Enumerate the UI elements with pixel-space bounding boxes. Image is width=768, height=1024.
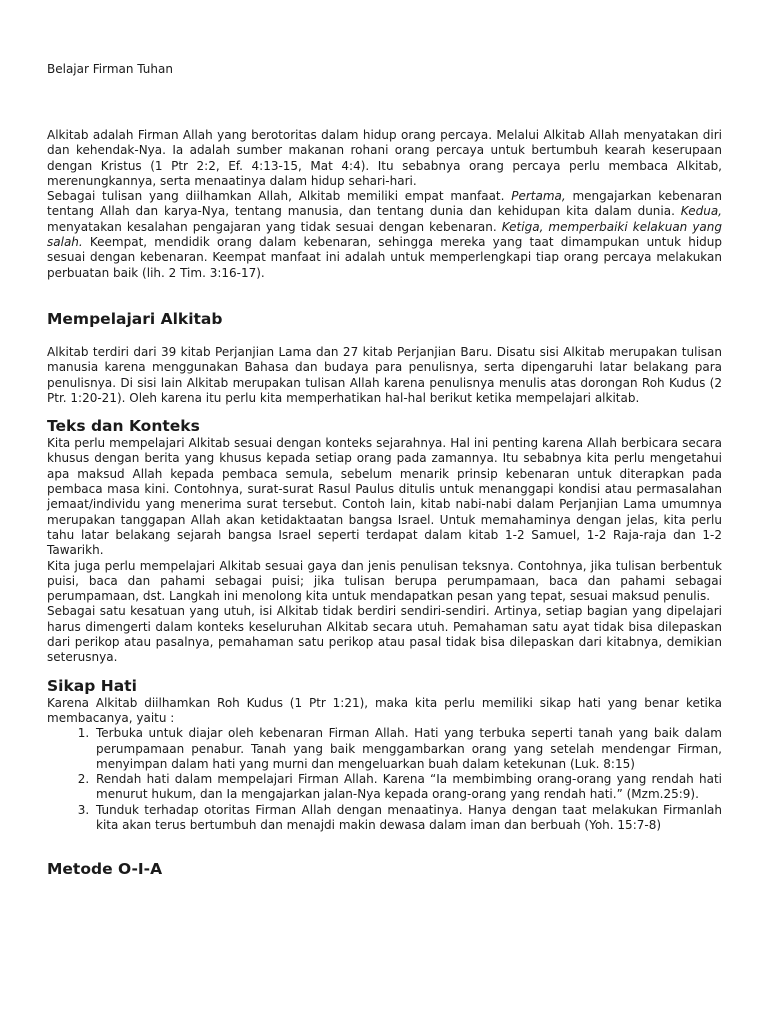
document-content [47,128,722,879]
intro-p2-text-b: mengajarkan kebenaran tentang Allah dan karya-Nya, tentang manusia, dan tentang dunia dan kehidupan kita dalam dunia. [47,189,722,219]
intro-p2-text-a: Sebagai tulisan yang diilhamkan Allah, Alkitab memiliki empat manfaat. [47,189,512,204]
teks-paragraph-1: Kita perlu mempelajari Alkitab sesuai dengan konteks sejarahnya. Hal ini penting karena Allah berbicara secara khusus dengan berita yang khusus kepada setiap orang pada zamannya. Itu sebabnya kita perlu mengetahui apa maksud Allah kepada pembaca semula, sebelum menarik prinsip kebenaran untuk diterapkan pada pembaca masa kini. Contohnya, surat-surat Rasul Paulus ditulis untuk menanggapi kondisi atau permasalahan jemaat/individu yang menerima surat tersebut. Contoh lain, kitab nabi-nabi dalam Perjanjian Lama umumnya merupakan tanggapan Allah akan ketidaktaatan bangsa Israel. Untuk memahaminya dengan jelas, kita perlu tahu latar belakang sejarah bangsa Israel seperti terdapat dalam kitab 1-2 Samuel, 1-2 Raja-raja dan 1-2 Tawarikh. [47,436,722,558]
intro-p2-pertama: Pertama, [511,189,566,204]
sikap-list-item-2: 2. Rendah hati dalam mempelajari Firman Allah. Karena “Ia membimbing orang-orang yang rendah hati menurut hukum, dan Ia mengajarkan jalan-Nya kepada orang-orang yang rendah hati.” (Mzm.25:9). [93,772,722,803]
teks-paragraph-2: Kita juga perlu mempelajari Alkitab sesuai gaya dan jenis penulisan teksnya. Contohnya, jika tulisan berbentuk puisi, baca dan pahami sebagai puisi; jika tulisan berupa perumpamaan, baca dan pahami sebagai perumpamaan, dst. Langkah ini menolong kita untuk mendapatkan pesan yang tepat, sesuai maksud penulis. [47,558,722,604]
heading-teks-dan-konteks: Teks dan Konteks [47,417,200,436]
sikap-list [47,726,722,833]
document-header: Belajar Firman Tuhan [47,62,173,76]
heading-sikap-hati: Sikap Hati [47,676,137,695]
sikap-list-item-1: 1. Terbuka untuk diajar oleh kebenaran Firman Allah. Hati yang terbuka seperti tanah yang baik dalam perumpamaan penabur. Tanah yang baik menggambarkan orang yang setelah mendengar Firman, menyimpan dalam hati yang murni dan mengeluarkan buah dalam ketekunan (Luk. 8:15) [93,726,722,772]
sikap-list-item-3: 3. Tunduk terhadap otoritas Firman Allah dengan menaatinya. Hanya dengan taat melakukan Firmanlah kita akan terus bertumbuh dan menajdi makin dewasa dalam iman dan berbuah (Yoh. 15:7-8) [93,803,722,834]
intro-p2-text-c: menyatakan kesalahan pengajaran yang tidak sesuai dengan kebenaran. [47,219,502,234]
sikap-paragraph: Karena Alkitab diilhamkan Roh Kudus (1 Ptr 1:21), maka kita perlu memiliki sikap hati yang benar ketika membacanya, yaitu : [47,695,722,725]
intro-p2-text-d: Keempat, mendidik orang dalam kebenaran, sehingga mereka yang taat dimampukan untuk hidup sesuai dengan kebenaran. Keempat manfaat ini adalah untuk memperlengkapi tiap orang percaya melakukan perbuatan baik (lih. 2 Tim. 3:16-17). [47,235,722,280]
heading-mempelajari-alkitab: Mempelajari Alkitab [47,309,223,328]
intro-p2-kedua: Kedua, [680,204,722,219]
mempelajari-paragraph: Alkitab terdiri dari 39 kitab Perjanjian Lama dan 27 kitab Perjanjian Baru. Disatu sisi Alkitab merupakan tulisan manusia karena menggunakan Bahasa dan budaya para penulisnya, serta dipengaruhi latar belakang para penulisnya. Di sisi lain Alkitab merupakan tulisan Allah karena penulisnya menulis atas dorongan Roh Kudus (2 Ptr. 1:20-21). Oleh karena itu perlu kita memperhatikan hal-hal berikut ketika mempelajari alkitab. [47,344,722,405]
intro-paragraph-2 [47,189,722,281]
heading-metode-oia: Metode O-I-A [47,860,163,879]
teks-paragraph-3: Sebagai satu kesatuan yang utuh, isi Alkitab tidak berdiri sendiri-sendiri. Artinya, setiap bagian yang dipelajari harus dimengerti dalam konteks keseluruhan Alkitab secara utuh. Pemahaman satu ayat tidak bisa dilepaskan dari perikop atau pasalnya, pemahaman satu perikop atau pasal tidak bisa dilepaskan dari kitabnya, demikian seterusnya. [47,604,722,665]
intro-p2-ketiga: Ketiga, memperbaiki kelakuan yang salah. [47,219,723,250]
intro-paragraph-1: Alkitab adalah Firman Allah yang berotoritas dalam hidup orang percaya. Melalui Alkitab Allah menyatakan diri dan kehendak-Nya. Ia adalah sumber makanan rohani orang percaya untuk bertumbuh kearah keserupaan dengan Kristus (1 Ptr 2:2, Ef. 4:13-15, Mat 4:4). Itu sebabnya orang percaya perlu membaca Alkitab, merenungkannya, serta menaatinya dalam hidup sehari-hari. [47,128,722,188]
